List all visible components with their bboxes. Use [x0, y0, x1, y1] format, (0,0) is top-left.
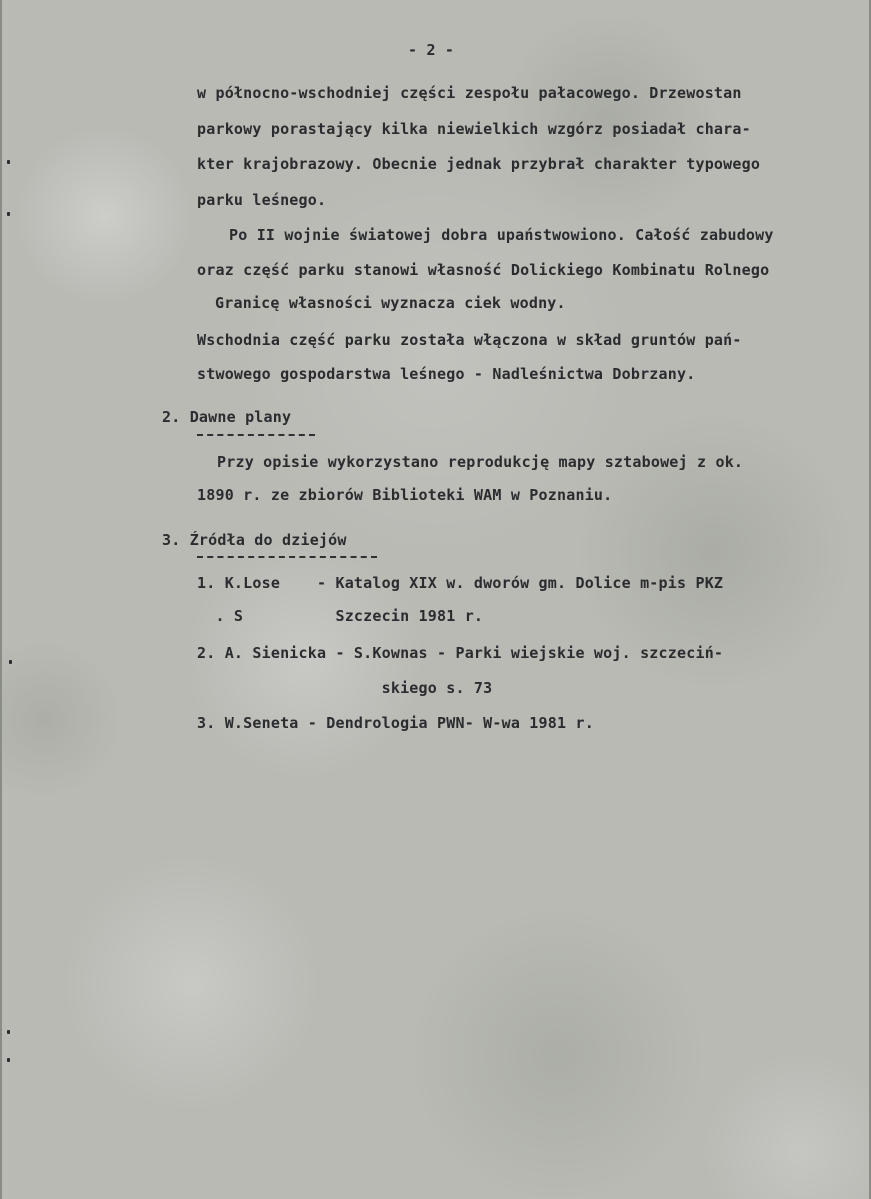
paragraph-2-line-2: oraz część parku stanowi własność Dolickiego Kombinatu Rolnego	[197, 261, 770, 279]
section-2-text-line-1: Przy opisie wykorzystano reprodukcję mapy sztabowej z ok.	[217, 453, 744, 471]
source-line-2: . S Szczecin 1981 r.	[197, 607, 484, 625]
margin-dot	[7, 1030, 10, 1034]
paragraph-2-line-1: Po II wojnie światowej dobra upaństwowiono. Całość zabudowy	[229, 226, 774, 244]
paragraph-2-line-3: Granicę własności wyznacza ciek wodny.	[215, 294, 566, 312]
paragraph-1-line-3: kter krajobrazowy. Obecnie jednak przybrał charakter typowego	[197, 155, 761, 173]
margin-dot	[7, 212, 10, 216]
section-2-text-line-2: 1890 r. ze zbiorów Biblioteki WAM w Poznaniu.	[197, 486, 613, 504]
paragraph-1-line-4: parku leśnego.	[197, 191, 327, 209]
section-3-heading: 3. Źródła do dziejów	[162, 531, 347, 549]
source-line-4: skiego s. 73	[197, 679, 493, 697]
paragraph-2-line-4: Wschodnia część parku została włączona w skład gruntów pań-	[197, 331, 742, 349]
source-line-5: 3. W.Seneta - Dendrologia PWN- W-wa 1981 r.	[197, 714, 594, 732]
source-line-1: 1. K.Lose - Katalog XIX w. dworów gm. Dolice m-pis PKZ	[197, 574, 724, 592]
margin-dot	[7, 1058, 10, 1062]
paragraph-1-line-1: w północno-wschodniej części zespołu pałacowego. Drzewostan	[197, 84, 742, 102]
page-number: - 2 -	[408, 41, 455, 59]
section-3-heading-underline	[197, 556, 377, 558]
paragraph-2-line-5: stwowego gospodarstwa leśnego - Nadleśnictwa Dobrzany.	[197, 365, 696, 383]
margin-dot	[9, 660, 12, 664]
margin-dot	[7, 160, 10, 164]
source-line-3: 2. A. Sienicka - S.Kownas - Parki wiejskie woj. szczeciń-	[197, 644, 724, 662]
section-2-heading-underline	[197, 434, 315, 436]
page-edge-left	[0, 0, 2, 1199]
paragraph-1-line-2: parkowy porastający kilka niewielkich wzgórz posiadał chara-	[197, 120, 751, 138]
section-2-heading: 2. Dawne plany	[162, 408, 292, 426]
